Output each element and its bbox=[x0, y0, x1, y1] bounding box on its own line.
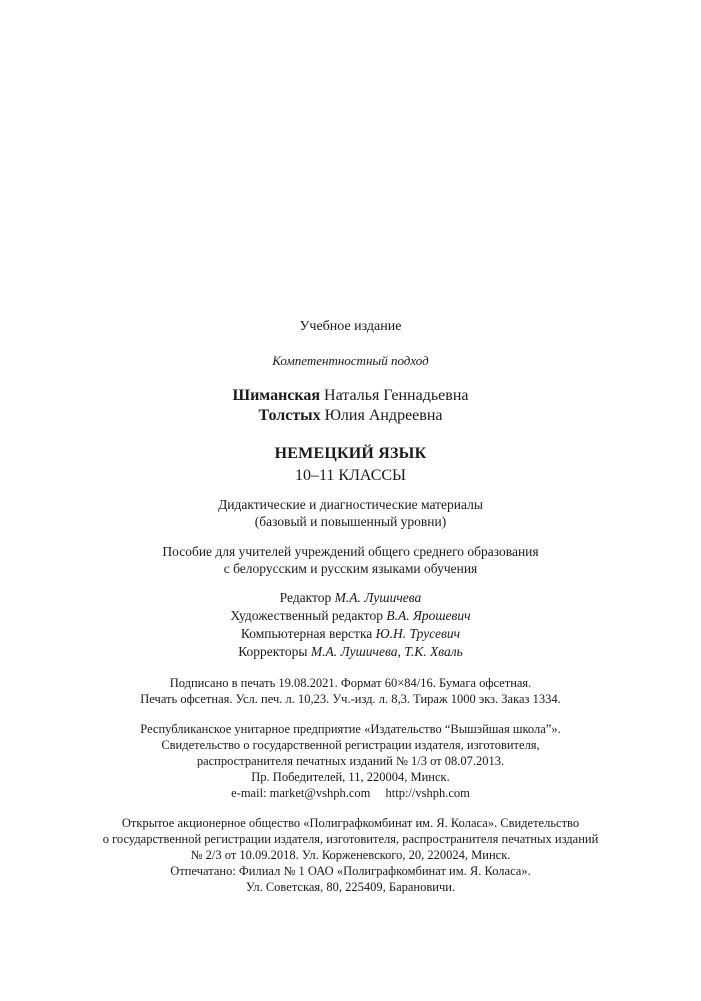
approach-label: Компетентностный подход bbox=[272, 353, 429, 368]
grades-label: 10–11 КЛАССЫ bbox=[295, 467, 406, 484]
subtitle-line: Дидактические и диагностические материалы bbox=[218, 497, 483, 512]
author-line bbox=[0, 386, 701, 406]
printer-line: Отпечатано: Филиал № 1 ОАО «Полиграфкомбинат им. Я. Коласа». bbox=[170, 864, 531, 878]
author-given-name: Юлия Андреевна bbox=[324, 407, 443, 424]
staff-line bbox=[0, 643, 701, 661]
staff-name: В.А. Ярошевич bbox=[386, 608, 471, 623]
print-info-block bbox=[0, 675, 701, 707]
print-info-line: Подписано в печать 19.08.2021. Формат 60×84/16. Бумага офсетная. bbox=[169, 676, 532, 690]
staff-block bbox=[0, 589, 701, 661]
publisher-line: Пр. Победителей, 11, 220004, Минск. bbox=[251, 770, 450, 784]
publisher-line: распространителя печатных изданий № 1/3 от 08.07.2013. bbox=[196, 754, 505, 768]
printer-line: № 2/3 от 10.09.2018. Ул. Корженевского, 20, 220024, Минск. bbox=[190, 848, 511, 862]
staff-line bbox=[0, 607, 701, 625]
staff-role: Редактор bbox=[279, 590, 332, 605]
publisher-block bbox=[0, 721, 701, 801]
printer-line: Открытое акционерное общество «Полиграфкомбинат им. Я. Коласа». Свидетельство bbox=[121, 816, 580, 830]
staff-name: Ю.Н. Трусевич bbox=[375, 626, 461, 641]
author-surname: Шиманская bbox=[232, 387, 321, 404]
printer-line: о государственной регистрации издателя, изготовителя, распространителя печатных изданий bbox=[102, 832, 599, 846]
publisher-website: http://vshph.com bbox=[385, 786, 470, 800]
authors-block bbox=[0, 386, 701, 426]
audience-line: с белорусским и русским языками обучения bbox=[223, 561, 478, 576]
edition-type: Учебное издание bbox=[299, 319, 402, 334]
book-title: НЕМЕЦКИЙ ЯЗЫК bbox=[274, 445, 427, 462]
publisher-line: Республиканское унитарное предприятие «Издательство “Вышэйшая школа”». bbox=[140, 722, 561, 736]
audience-block bbox=[0, 543, 701, 577]
staff-line bbox=[0, 589, 701, 607]
publisher-email: e-mail: market@vshph.com bbox=[231, 786, 371, 800]
author-surname: Толстых bbox=[258, 407, 321, 424]
subtitle-line: (базовый и повышенный уровни) bbox=[254, 514, 447, 529]
staff-role: Художественный редактор bbox=[230, 608, 383, 623]
staff-line bbox=[0, 625, 701, 643]
printer-line: Ул. Советская, 80, 225409, Барановичи. bbox=[245, 880, 456, 894]
subtitle-block bbox=[0, 496, 701, 530]
author-line bbox=[0, 406, 701, 426]
staff-role: Компьютерная верстка bbox=[240, 626, 373, 641]
staff-role: Корректоры bbox=[238, 644, 308, 659]
print-info-line: Печать офсетная. Усл. печ. л. 10,23. Уч.-изд. л. 8,3. Тираж 1000 экз. Заказ 1334. bbox=[140, 692, 561, 706]
audience-line: Пособие для учителей учреждений общего среднего образования bbox=[162, 544, 539, 559]
author-given-name: Наталья Геннадьевна bbox=[324, 387, 469, 404]
staff-name: М.А. Лушичева, Т.К. Хваль bbox=[310, 644, 463, 659]
publisher-contacts bbox=[0, 785, 701, 801]
printer-block bbox=[0, 815, 701, 895]
imprint-page bbox=[0, 318, 701, 895]
staff-name: М.А. Лушичева bbox=[334, 590, 422, 605]
publisher-line: Свидетельство о государственной регистрации издателя, изготовителя, bbox=[161, 738, 540, 752]
